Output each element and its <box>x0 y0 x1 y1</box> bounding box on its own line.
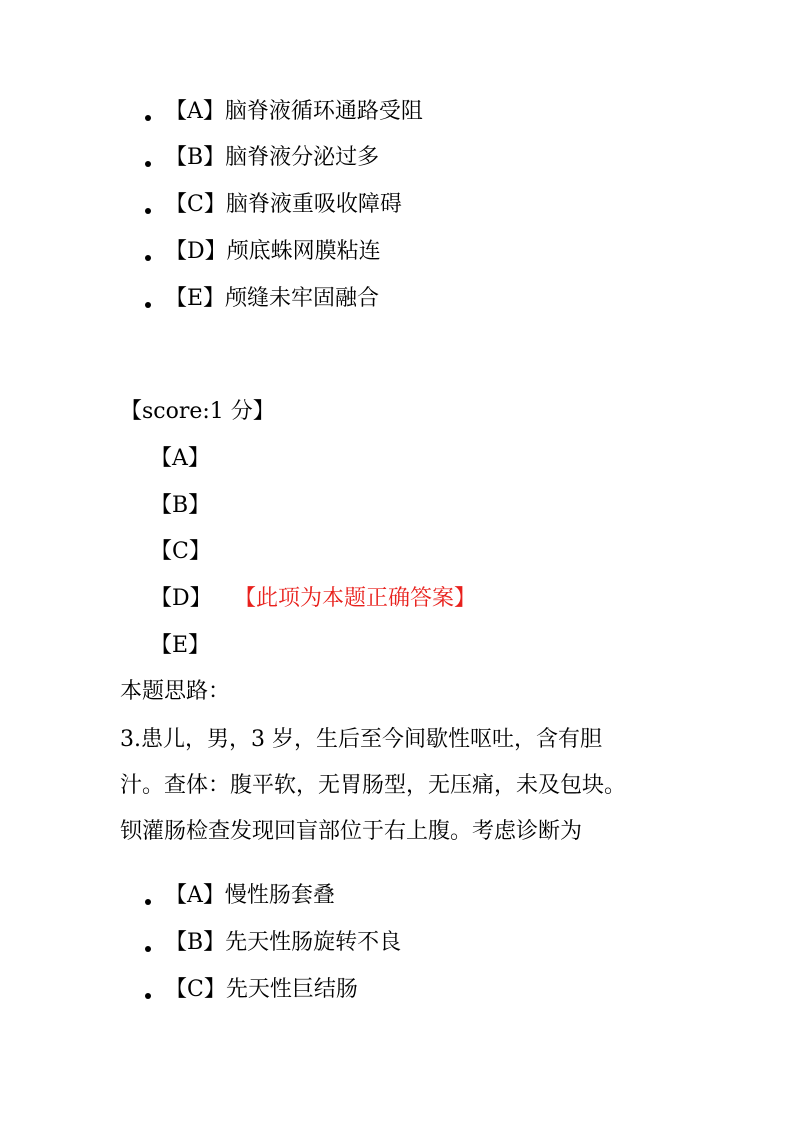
answer-b: 【B】 <box>150 493 211 518</box>
score-label: 【score:1 分】 <box>120 399 275 424</box>
option-a[interactable]: 【A】脑脊液循环通路受阻 <box>165 99 423 124</box>
answer-c: 【C】 <box>150 539 211 564</box>
option-c[interactable]: 【C】脑脊液重吸收障碍 <box>165 192 402 217</box>
option-a[interactable]: 【A】慢性肠套叠 <box>165 883 335 908</box>
bullet-icon <box>145 115 151 121</box>
answer-a: 【A】 <box>150 446 210 471</box>
bullet-icon <box>145 899 151 905</box>
option-d[interactable]: 【D】颅底蛛网膜粘连 <box>165 239 381 264</box>
option-c[interactable]: 【C】先天性巨结肠 <box>165 977 358 1002</box>
correct-answer-note: 【此项为本题正确答案】 <box>234 586 477 611</box>
bullet-icon <box>145 993 151 999</box>
bullet-icon <box>145 161 151 167</box>
question-stem-line: 钡灌肠检查发现回盲部位于右上腹。考虑诊断为 <box>120 819 583 844</box>
option-b[interactable]: 【B】先天性肠旋转不良 <box>165 930 402 955</box>
question-stem-line: 汁。查体：腹平软，无胃肠型，无压痛，未及包块。 <box>120 773 627 798</box>
option-e[interactable]: 【E】颅缝未牢固融合 <box>165 286 380 311</box>
answer-d: 【D】 <box>150 586 212 611</box>
answer-e: 【E】 <box>150 633 211 658</box>
question-stem-line: 3.患儿，男，3 岁，生后至今间歇性呕吐，含有胆 <box>120 727 602 752</box>
bullet-icon <box>145 946 151 952</box>
bullet-icon <box>145 302 151 308</box>
option-b[interactable]: 【B】脑脊液分泌过多 <box>165 145 380 170</box>
bullet-icon <box>145 208 151 214</box>
explanation-label: 本题思路： <box>120 679 231 704</box>
bullet-icon <box>145 255 151 261</box>
